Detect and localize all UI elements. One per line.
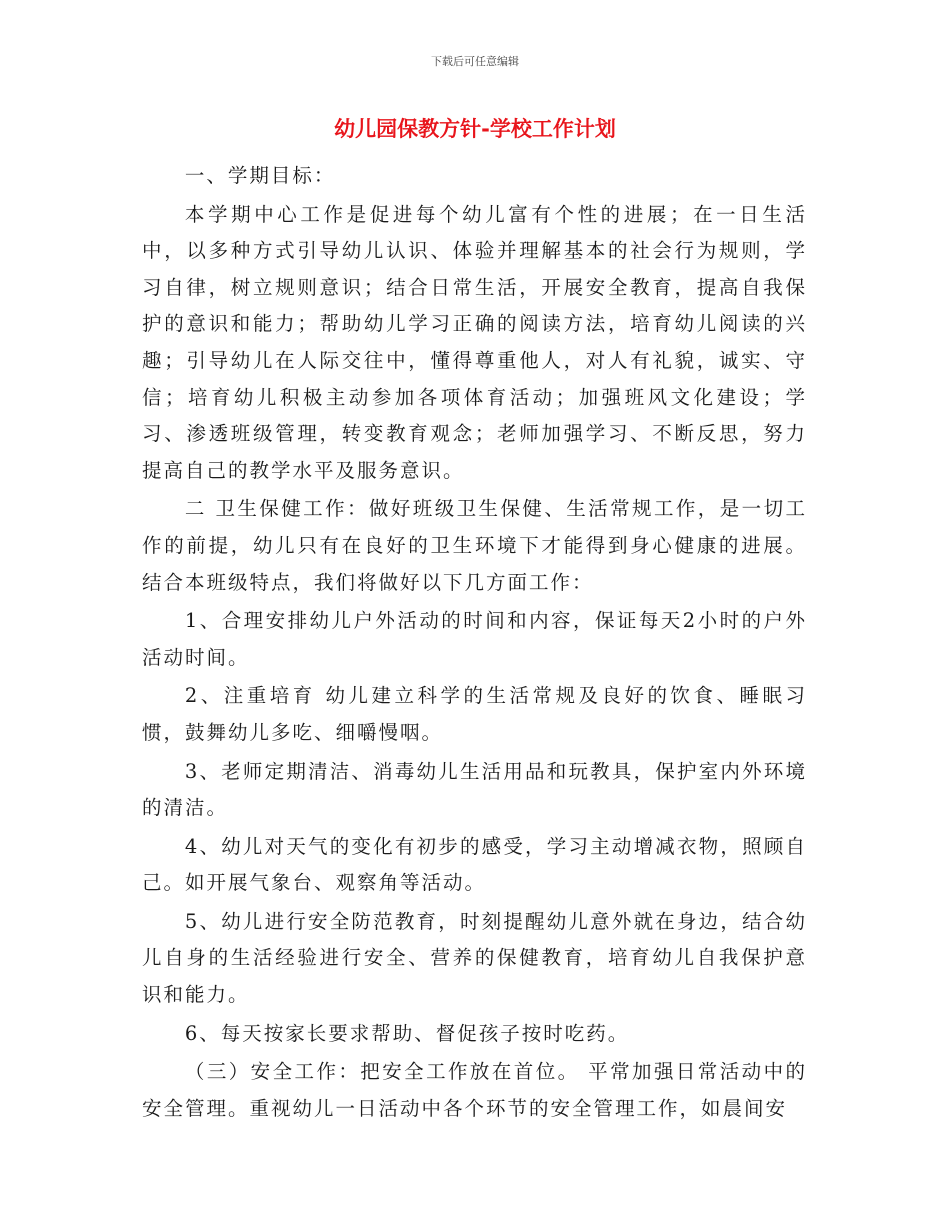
- page-header: 下载后可任意编辑: [431, 55, 519, 68]
- list-item: 3、老师定期清洁、消毒幼儿生活用品和玩教具，保护室内外环境的清洁。: [142, 759, 807, 820]
- paragraph: 二 卫生保健工作：做好班级卫生保健、生活常规工作，是一切工作的前提，幼儿只有在良好的卫生环境下才能得到身心健康的进展。结合本班级特点，我们将做好以下几方面工作：: [142, 497, 807, 594]
- list-item: 6、每天按家长要求帮助、督促孩子按时吃药。: [184, 1021, 630, 1045]
- list-item: 4、幼儿对天气的变化有初步的感受，学习主动增减衣物，照顾自己。如开展气象台、观察角等活动。: [142, 834, 807, 895]
- document-title: 幼儿园保教方针-学校工作计划: [334, 117, 616, 141]
- section-heading-goals: 一、学期目标：: [184, 164, 336, 187]
- list-item: 1、合理安排幼儿户外活动的时间和内容，保证每天2小时的户外活动时间。: [142, 609, 807, 669]
- paragraph: 本学期中心工作是促进每个幼儿富有个性的进展；在一日生活中，以多种方式引导幼儿认识、体验并理解基本的社会行为规则，学习自律，树立规则意识；结合日常生活，开展安全教育，提高自我保护的意识和能力；帮助幼儿学习正确的阅读方法，培育幼儿阅读的兴趣；引导幼儿在人际交往中，懂得尊重他人，对人有礼貌，诚实、守信；培育幼儿积极主动参加各项体育活动；加强班风文化建设；学习、渗透班级管理，转变教育观念；老师加强学习、不断反思，努力提高自己的教学水平及服务意识。: [142, 202, 807, 482]
- paragraph: （三）安全工作：把安全工作放在首位。 平常加强日常活动中的安全管理。重视幼儿一日活动中各个环节的安全管理工作，如晨间安: [142, 1060, 807, 1120]
- list-item: 2、注重培育 幼儿建立科学的生活常规及良好的饮食、睡眠习惯，鼓舞幼儿多吃、细嚼慢咽。: [142, 684, 807, 744]
- list-item: 5、幼儿进行安全防范教育，时刻提醒幼儿意外就在身边，结合幼儿自身的生活经验进行安全、营养的保健教育，培育幼儿自我保护意识和能力。: [142, 909, 807, 1007]
- document-body: [142, 158, 807, 1127]
